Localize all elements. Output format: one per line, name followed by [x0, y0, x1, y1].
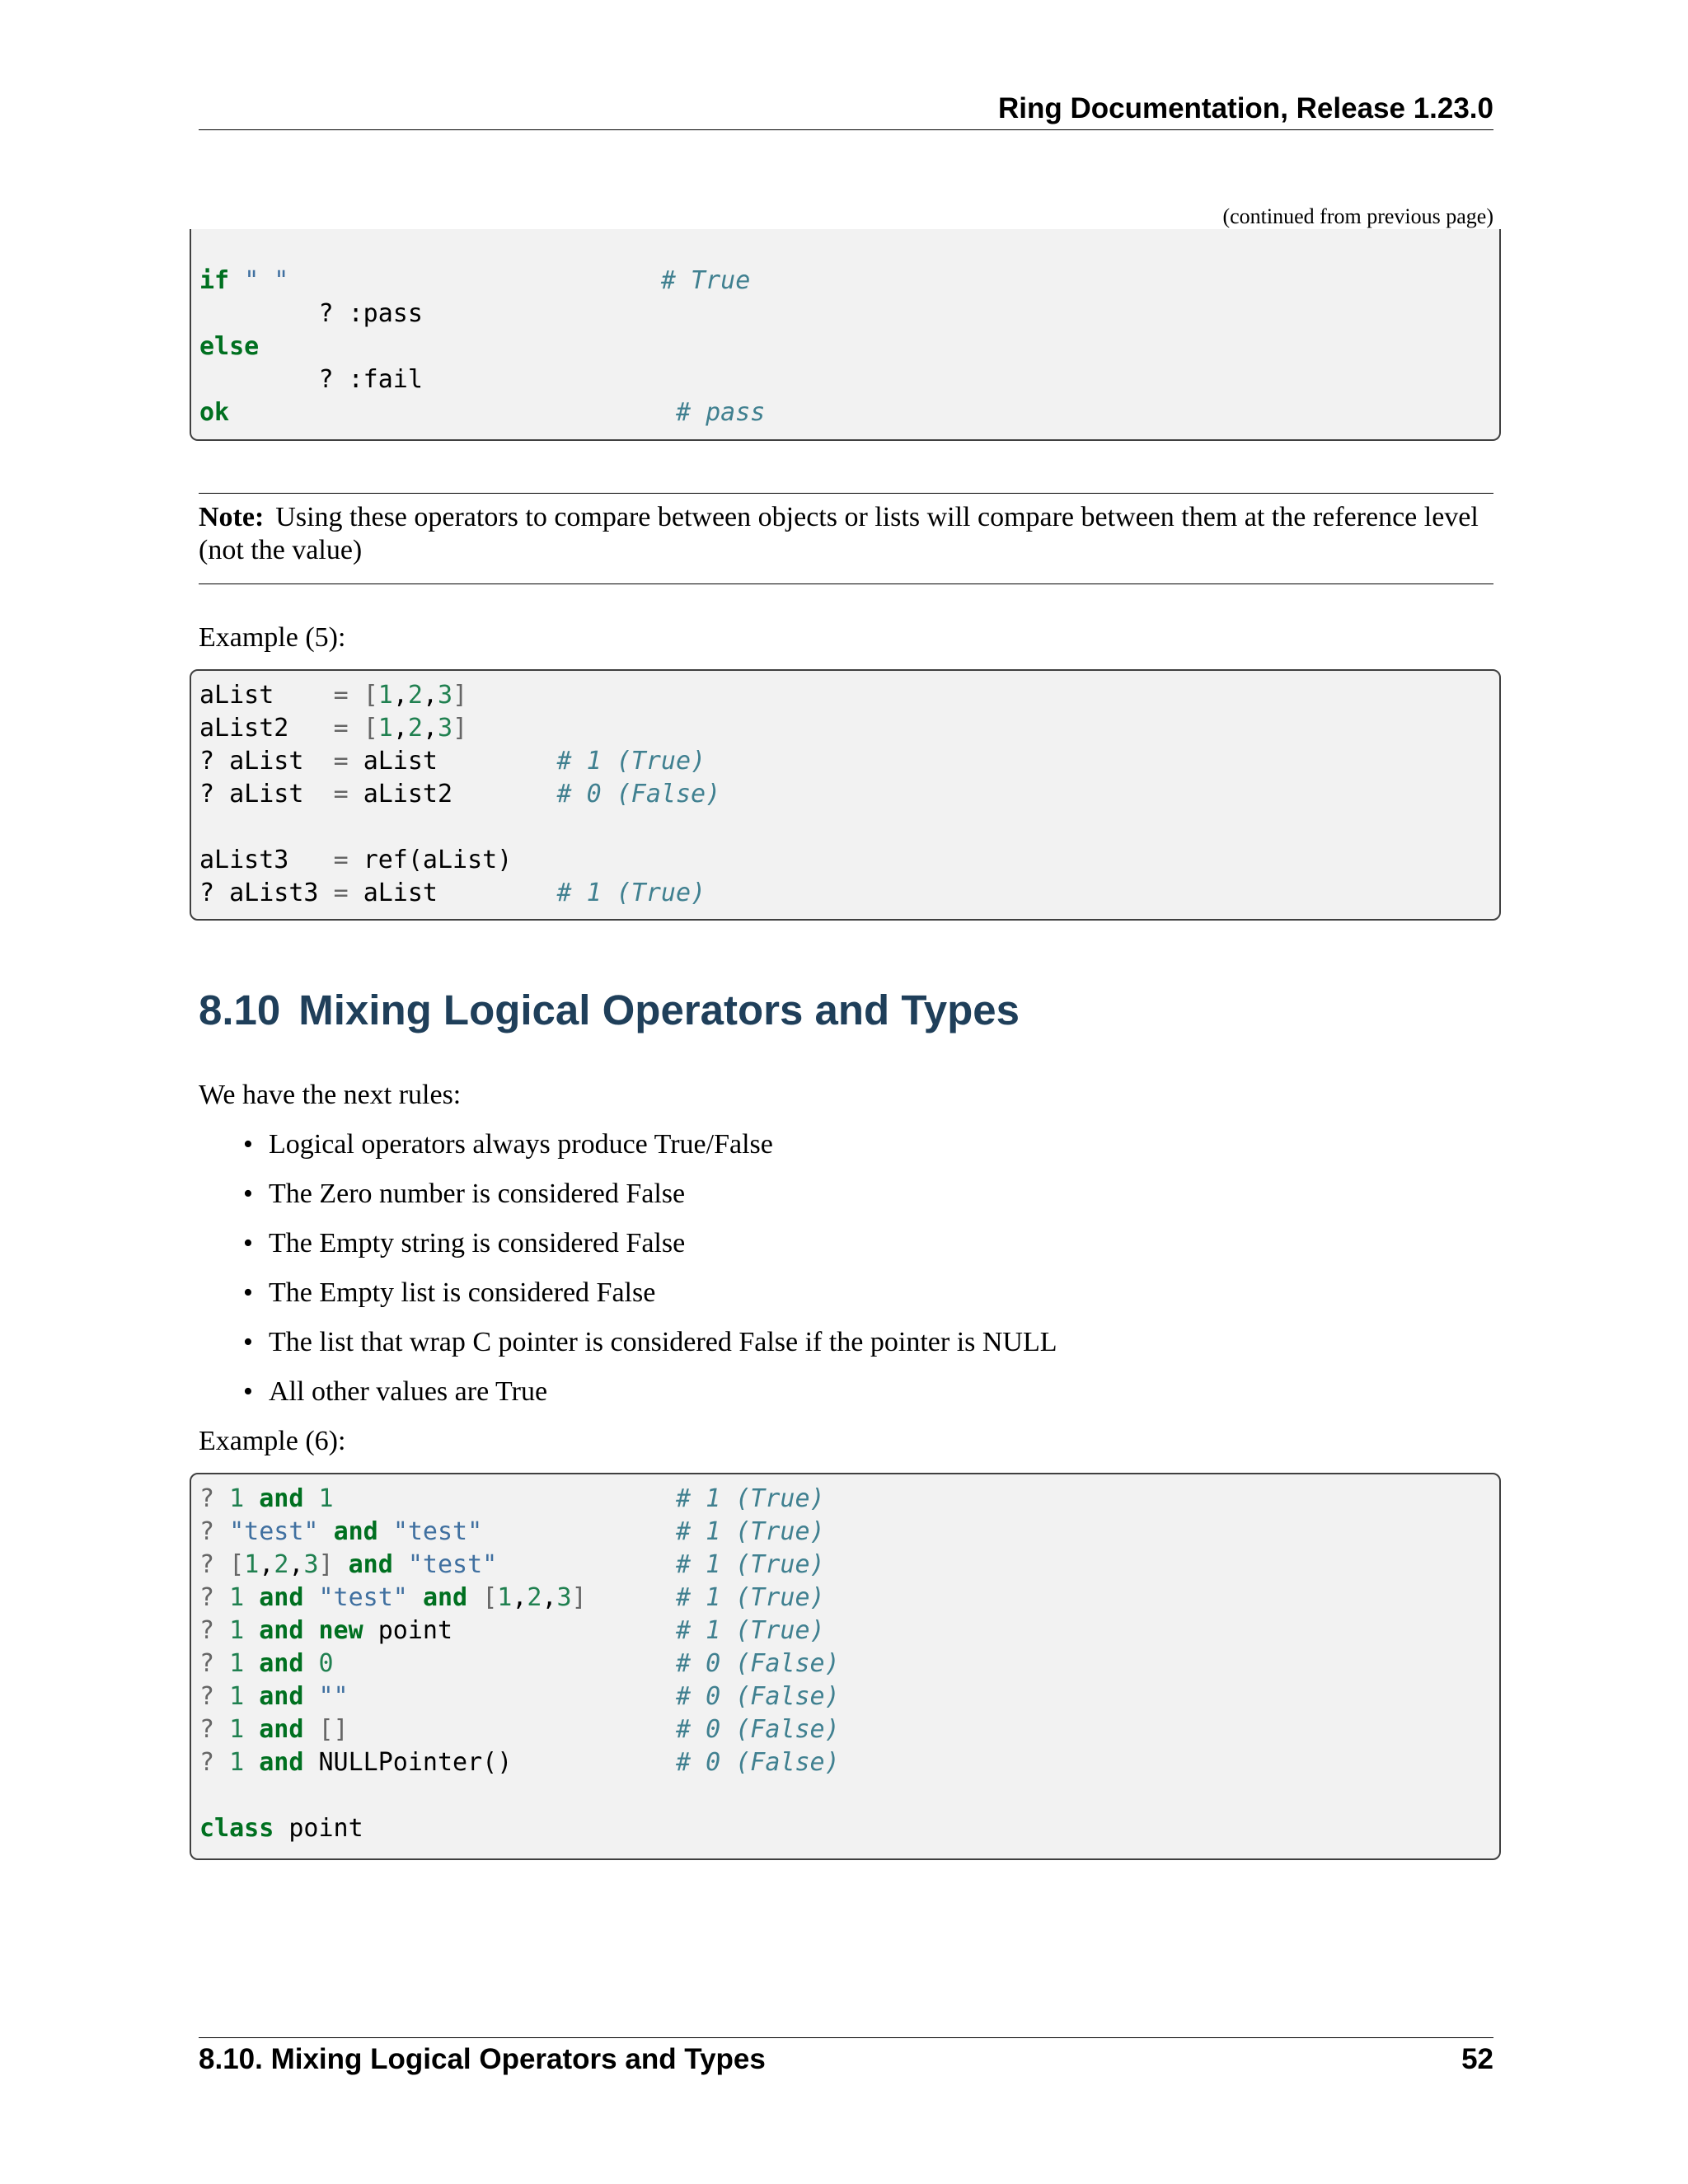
code-line: ? 1 and [] # 0 (False)	[199, 1715, 840, 1744]
code-line: aList3 = ref(aList)	[199, 846, 513, 874]
code-line: else	[199, 332, 260, 361]
list-item: • The Empty string is considered False	[243, 1228, 686, 1258]
code-line: ? "test" and "test" # 1 (True)	[199, 1517, 825, 1546]
intro-paragraph: We have the next rules:	[199, 1080, 462, 1110]
section-title: Mixing Logical Operators and Types	[298, 987, 1020, 1033]
note-box	[199, 501, 1493, 567]
code-line: ? 1 and NULLPointer() # 0 (False)	[199, 1748, 840, 1777]
code-line: ? :fail	[318, 365, 423, 394]
example-5-label: Example (5):	[199, 622, 346, 653]
code-line: ? 1 and new point # 1 (True)	[199, 1616, 825, 1645]
note-text: Using these operators to compare between objects or lists will compare between them at the reference level (not the value)	[199, 502, 1479, 565]
code-block-example-6	[190, 1473, 1501, 1860]
code-line: ? 1 and 1 # 1 (True)	[199, 1484, 825, 1513]
example-6-label: Example (6):	[199, 1426, 346, 1456]
section-number: 8.10	[199, 987, 281, 1033]
note-label: Note:	[199, 502, 265, 532]
code-line: ? 1 and 0 # 0 (False)	[199, 1649, 840, 1678]
code-line: class point	[199, 1814, 363, 1843]
footer-section-title: 8.10. Mixing Logical Operators and Types	[199, 2043, 766, 2075]
list-item: • The list that wrap C pointer is considered False if the pointer is NULL	[243, 1327, 1057, 1357]
code-line: ? 1 and "" # 0 (False)	[199, 1682, 840, 1711]
code-line: aList2 = [1,2,3]	[199, 714, 468, 743]
rules-list	[243, 1128, 1057, 1425]
list-item: • The Zero number is considered False	[243, 1179, 686, 1209]
note-top-rule	[199, 493, 1493, 494]
section-heading	[199, 986, 1020, 1034]
code-line: ? aList3 = aList # 1 (True)	[199, 879, 706, 907]
list-item: • All other values are True	[243, 1376, 548, 1407]
footer-rule	[199, 2037, 1493, 2038]
code-block-continued	[190, 229, 1501, 441]
code-line: if " " # True	[199, 266, 751, 295]
code-line: ? :pass	[318, 299, 423, 328]
code-line: aList = [1,2,3]	[199, 681, 468, 710]
running-header-title: Ring Documentation, Release 1.23.0	[997, 92, 1493, 124]
code-line: ? aList = aList2 # 0 (False)	[199, 780, 721, 808]
code-line: ? [1,2,3] and "test" # 1 (True)	[199, 1550, 825, 1579]
code-line: ? aList = aList # 1 (True)	[199, 747, 706, 776]
code-line: ? 1 and "test" and [1,2,3] # 1 (True)	[199, 1583, 825, 1612]
list-item: • The Empty list is considered False	[243, 1277, 656, 1308]
continued-label: (continued from previous page)	[1222, 204, 1493, 228]
page-number: 52	[1461, 2043, 1493, 2075]
note-bottom-rule	[199, 583, 1493, 584]
code-line: ok # pass	[199, 398, 766, 427]
list-item: • Logical operators always produce True/False	[243, 1129, 773, 1160]
header-rule	[199, 129, 1493, 130]
code-block-example-5	[190, 669, 1501, 921]
